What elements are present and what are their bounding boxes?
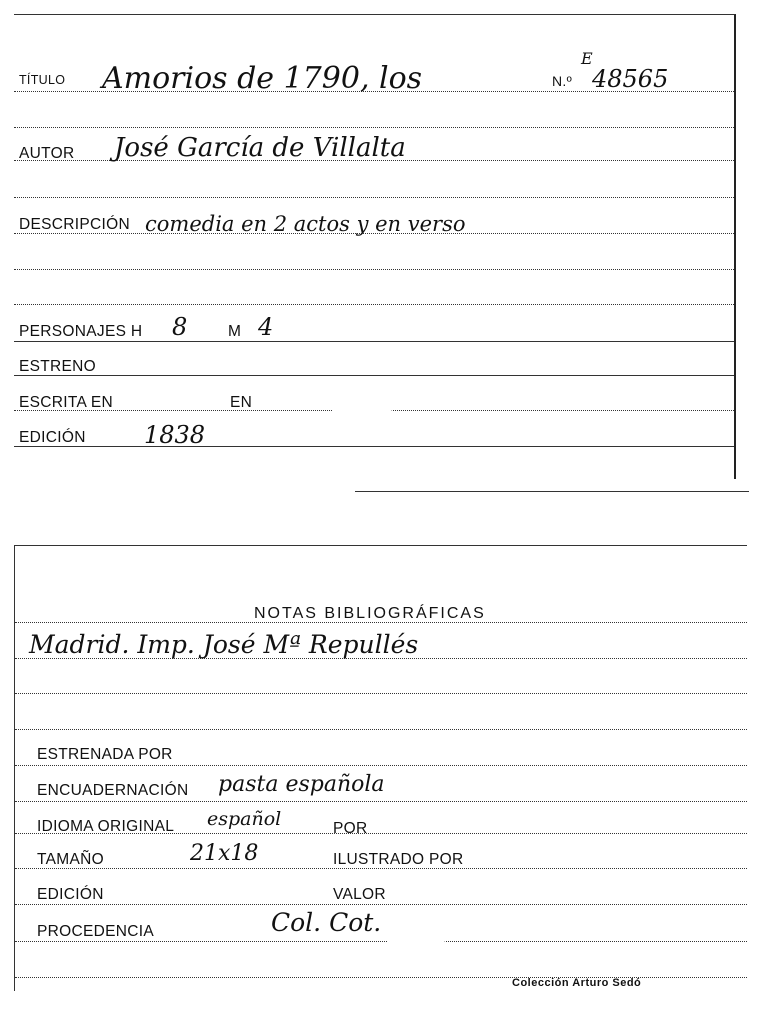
titulo-value: Amorios de 1790, los [102, 61, 423, 96]
rule [14, 269, 734, 270]
personajes-label: PERSONAJES H [19, 323, 143, 340]
rule [15, 622, 747, 623]
rule [14, 304, 734, 305]
rule [15, 801, 747, 802]
rule [14, 446, 734, 447]
rule [15, 693, 747, 694]
autor-value: José García de Villalta [114, 133, 406, 163]
idioma-value: español [207, 808, 282, 830]
personajes-m-value: 4 [258, 313, 274, 341]
ilustrado-label: ILUSTRADO POR [333, 851, 464, 868]
encuadernacion-label: ENCUADERNACIÓN [37, 782, 189, 799]
edicion-value: 1838 [144, 421, 206, 449]
escrita-en-label: EN [230, 394, 253, 411]
escrita-label: ESCRITA EN [19, 394, 114, 411]
personajes-m-label: M [228, 323, 242, 340]
descripcion-value: comedia en 2 actos y en verso [145, 212, 466, 236]
rule [14, 341, 734, 342]
blank-stamp-circle [332, 385, 392, 445]
numero-label: N.º [552, 73, 573, 89]
idioma-por-label: POR [333, 820, 368, 837]
rule [15, 729, 747, 730]
card-edge [355, 491, 749, 492]
procedencia-value: Col. Cot. [271, 908, 382, 937]
rule [14, 127, 734, 128]
catalog-card-top [14, 14, 736, 479]
personajes-h-value: 8 [172, 313, 188, 341]
numero-superscript: E [581, 49, 593, 68]
valor-label: VALOR [333, 886, 386, 903]
edicion-label-2: EDICIÓN [37, 886, 104, 903]
numero-value: 48565 [592, 65, 669, 93]
estreno-label: ESTRENO [19, 358, 97, 375]
notas-header: NOTAS BIBLIOGRÁFICAS [254, 605, 486, 622]
notas-value: Madrid. Imp. José Mª Repullés [29, 630, 419, 659]
rule [15, 904, 747, 905]
blank-stamp-circle [387, 906, 445, 968]
procedencia-label: PROCEDENCIA [37, 923, 154, 940]
idioma-label: IDIOMA ORIGINAL [37, 818, 175, 835]
encuadernacion-value: pasta española [218, 772, 385, 797]
tamano-value: 21x18 [190, 841, 259, 866]
collection-footer: Colección Arturo Sedó [512, 977, 642, 989]
rule [15, 765, 747, 766]
autor-label: AUTOR [19, 145, 75, 162]
descripcion-label: DESCRIPCIÓN [19, 216, 130, 233]
rule [14, 197, 734, 198]
rule [14, 375, 734, 376]
catalog-card-bottom [14, 545, 747, 991]
titulo-label: TÍTULO [19, 73, 66, 87]
estrenada-label: ESTRENADA POR [37, 746, 173, 763]
rule [15, 941, 747, 942]
edicion-label: EDICIÓN [19, 429, 86, 446]
tamano-label: TAMAÑO [37, 851, 104, 868]
